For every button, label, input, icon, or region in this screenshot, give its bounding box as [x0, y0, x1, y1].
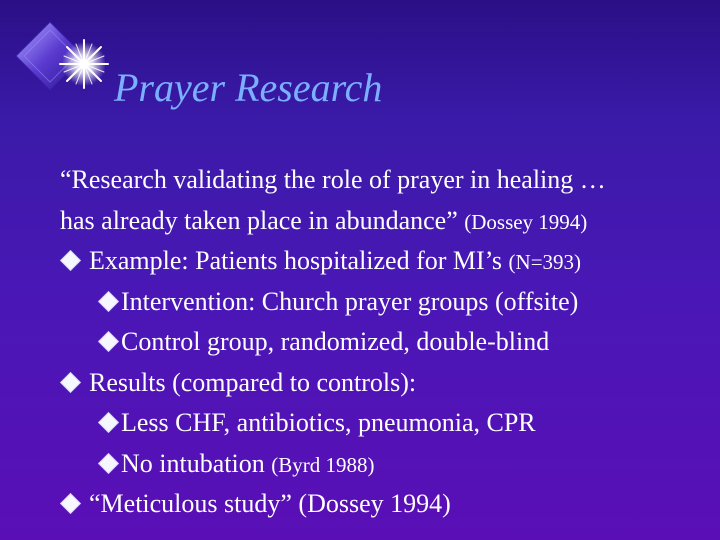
quote-text: has already taken place in abundance”	[60, 205, 465, 235]
diamond-bullet-icon	[61, 494, 79, 512]
bullet-item	[60, 363, 710, 404]
bullet-text: Results (compared to controls):	[89, 367, 417, 397]
bullet-item	[60, 241, 710, 282]
bullet-note: (N=393)	[508, 250, 582, 274]
quote-citation: (Dossey 1994)	[464, 209, 588, 234]
sub-bullet-text: Less CHF, antibiotics, pneumonia, CPR	[121, 408, 536, 437]
sub-bullet-text: Control group, randomized, double-blind	[121, 327, 550, 356]
sub-bullet-item	[60, 403, 710, 444]
starburst-icon	[60, 40, 108, 88]
slide-title: Prayer Research	[114, 65, 383, 110]
sub-bullet-item	[60, 444, 710, 485]
diamond-bullet-icon	[99, 454, 117, 472]
slide-body	[60, 160, 710, 525]
bullet-text: Example: Patients hospitalized for MI’s	[89, 246, 509, 275]
bullet-text: “Meticulous study” (Dossey 1994)	[89, 489, 451, 518]
diamond-bullet-icon	[61, 373, 79, 391]
diamond-bullet-icon	[99, 413, 117, 431]
sub-bullet-note: (Byrd 1988)	[271, 452, 375, 477]
sub-bullet-item	[60, 282, 710, 323]
sub-bullet-text: Intervention: Church prayer groups (offsite)	[121, 286, 579, 316]
diamond-bullet-icon	[99, 292, 117, 310]
quote-line-2	[60, 201, 710, 242]
sub-bullet-text: No intubation	[121, 448, 272, 478]
bullet-item	[60, 484, 710, 525]
diamond-bullet-icon	[61, 251, 79, 269]
quote-text: “Research validating the role of prayer in healing …	[60, 165, 606, 194]
sub-bullet-item	[60, 322, 710, 363]
diamond-bullet-icon	[99, 332, 117, 350]
quote-line-1	[60, 160, 710, 201]
